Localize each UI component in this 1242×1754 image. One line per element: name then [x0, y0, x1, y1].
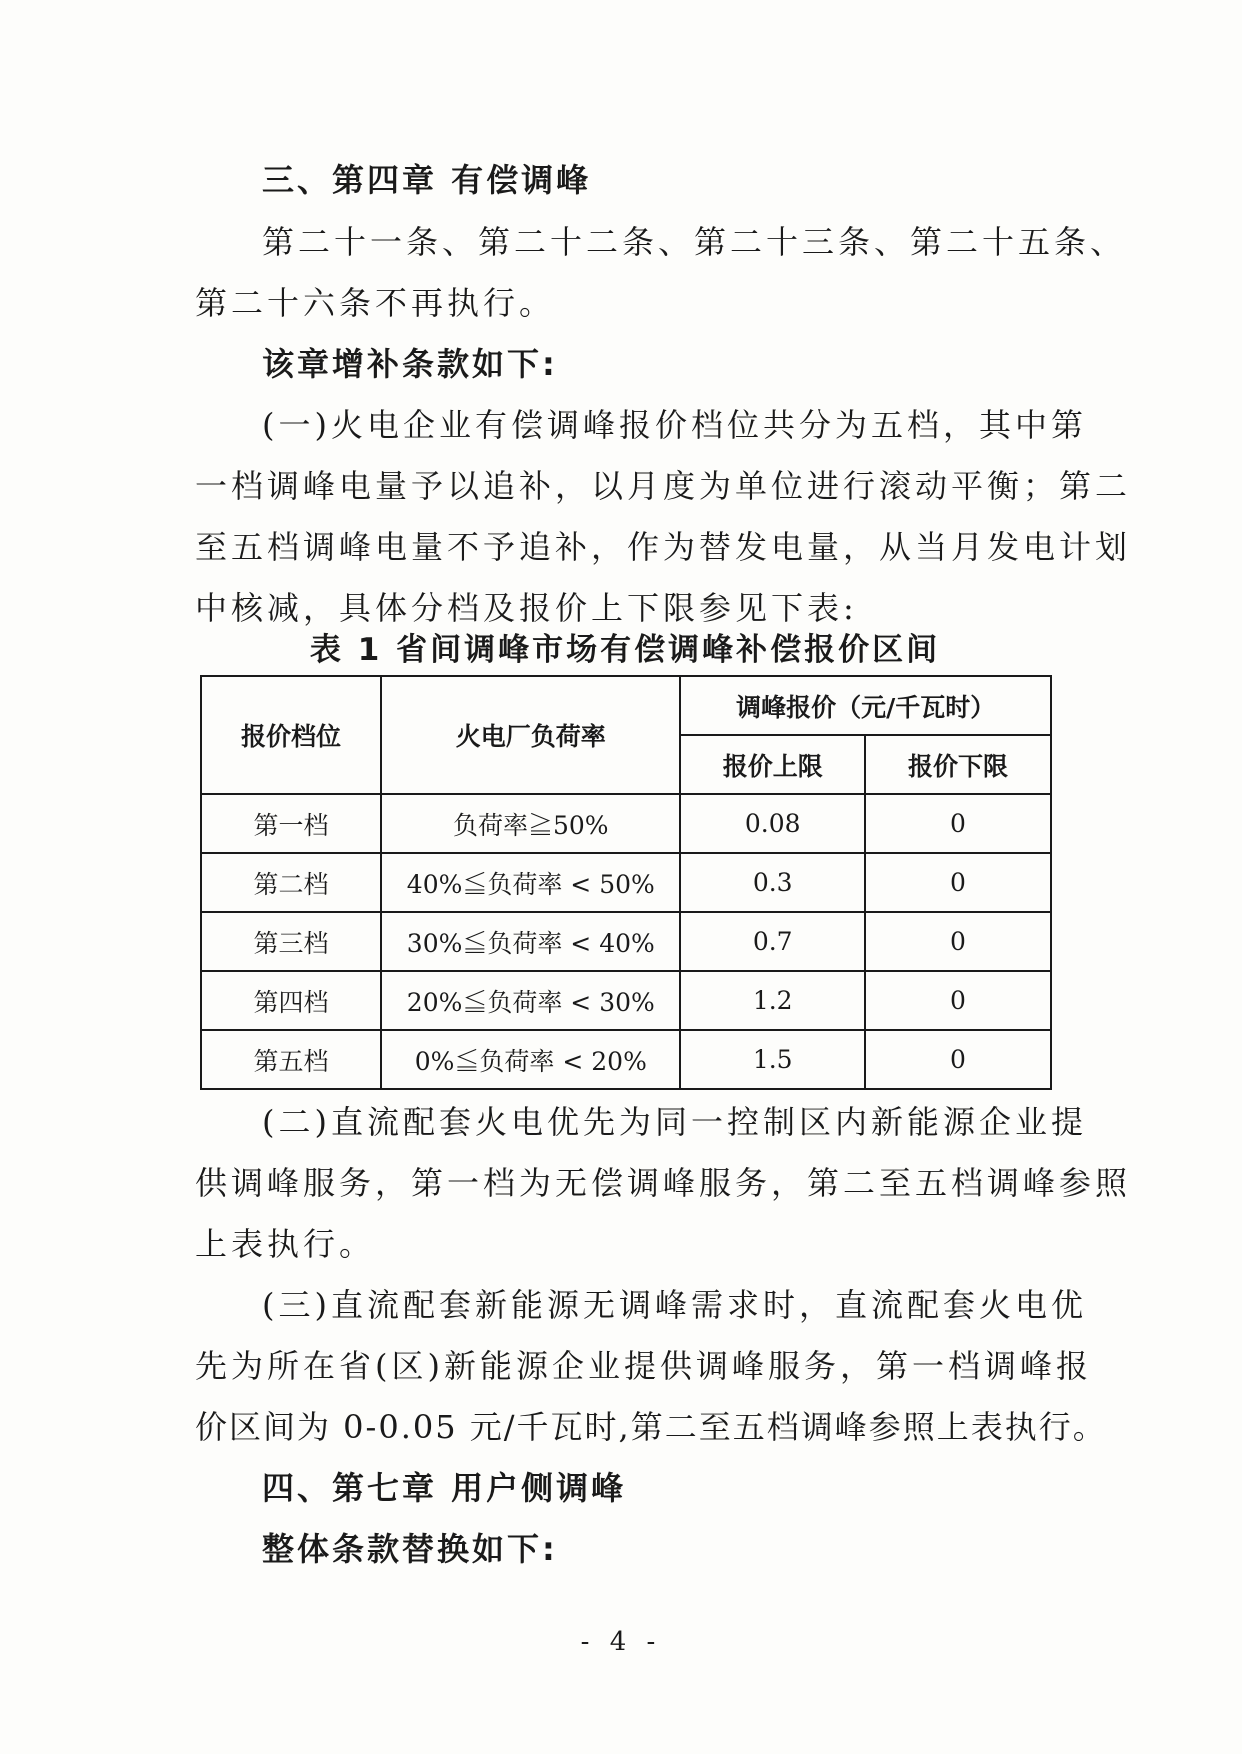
cell-upper: 0.3 [680, 853, 864, 912]
paragraph-line: 中核减，具体分档及报价上下限参见下表: [195, 589, 858, 627]
section-heading: 三、第四章 有偿调峰 [262, 161, 592, 199]
cell-load-rate: 30%≦负荷率 < 40% [381, 912, 680, 971]
paragraph-line: 第二十一条、第二十二条、第二十三条、第二十五条、 [262, 223, 1127, 261]
paragraph-line: 价区间为 0-0.05 元/千瓦时,第二至五档调峰参照上表执行。 [195, 1408, 1107, 1446]
cell-load-rate: 负荷率≧50% [381, 794, 680, 853]
paragraph-line: 至五档调峰电量不予追补，作为替发电量，从当月发电计划 [195, 528, 1132, 566]
cell-load-rate: 0%≦负荷率 < 20% [381, 1030, 680, 1089]
section-heading: 四、第七章 用户侧调峰 [262, 1469, 627, 1507]
header-upper: 报价上限 [680, 735, 864, 794]
table-row [201, 853, 1051, 912]
cell-lower: 0 [865, 1030, 1051, 1089]
paragraph-line: 供调峰服务，第一档为无偿调峰服务，第二至五档调峰参照 [195, 1164, 1132, 1202]
paragraph-line: 上表执行。 [195, 1225, 376, 1263]
table-row [201, 971, 1051, 1030]
cell-upper: 0.7 [680, 912, 864, 971]
cell-upper: 1.2 [680, 971, 864, 1030]
paragraph-line: (三)直流配套新能源无调峰需求时，直流配套火电优 [262, 1286, 1087, 1324]
cell-upper: 1.5 [680, 1030, 864, 1089]
cell-level: 第一档 [201, 794, 381, 853]
cell-level: 第三档 [201, 912, 381, 971]
cell-lower: 0 [865, 794, 1051, 853]
subheading: 整体条款替换如下: [262, 1530, 558, 1568]
cell-lower: 0 [865, 853, 1051, 912]
paragraph-line: 第二十六条不再执行。 [195, 284, 556, 322]
paragraph-line: (二)直流配套火电优先为同一控制区内新能源企业提 [262, 1103, 1087, 1141]
cell-level: 第二档 [201, 853, 381, 912]
cell-load-rate: 40%≦负荷率 < 50% [381, 853, 680, 912]
cell-lower: 0 [865, 912, 1051, 971]
subheading: 该章增补条款如下: [262, 345, 558, 383]
table-row [201, 912, 1051, 971]
price-table [200, 675, 1052, 1090]
table-row [201, 794, 1051, 853]
paragraph-line: 先为所在省(区)新能源企业提供调峰服务，第一档调峰报 [195, 1347, 1092, 1385]
header-price-group: 调峰报价（元/千瓦时） [680, 676, 1051, 735]
header-lower: 报价下限 [865, 735, 1051, 794]
paragraph-line: 一档调峰电量予以追补，以月度为单位进行滚动平衡；第二 [195, 467, 1132, 505]
cell-load-rate: 20%≦负荷率 < 30% [381, 971, 680, 1030]
cell-lower: 0 [865, 971, 1051, 1030]
cell-level: 第五档 [201, 1030, 381, 1089]
page-number: - 4 - [580, 1627, 662, 1657]
paragraph-line: (一)火电企业有偿调峰报价档位共分为五档，其中第 [262, 406, 1087, 444]
cell-level: 第四档 [201, 971, 381, 1030]
table-row [201, 1030, 1051, 1089]
header-level: 报价档位 [201, 676, 381, 794]
cell-upper: 0.08 [680, 794, 864, 853]
table-caption: 表 1 省间调峰市场有偿调峰补偿报价区间 [309, 632, 941, 668]
header-load-rate: 火电厂负荷率 [381, 676, 680, 794]
